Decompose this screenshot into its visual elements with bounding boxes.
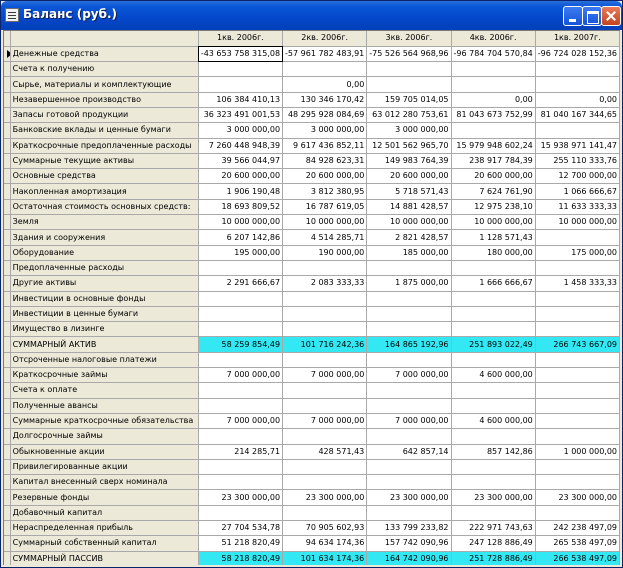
value-cell[interactable]: 23 300 000,00 <box>535 490 619 505</box>
row-indicator[interactable] <box>4 322 10 337</box>
value-cell[interactable]: 106 384 410,13 <box>198 92 282 107</box>
value-cell[interactable] <box>535 368 619 383</box>
row-label: Суммарные краткосрочные обязательства <box>10 413 198 428</box>
row-indicator[interactable] <box>4 153 10 168</box>
column-header[interactable]: 1кв. 2006г. <box>198 31 282 46</box>
value-cell[interactable] <box>535 77 619 92</box>
value-cell[interactable]: 51 218 820,49 <box>198 536 282 551</box>
value-cell[interactable] <box>535 123 619 138</box>
row-label: Суммарные текущие активы <box>10 153 198 168</box>
value-cell[interactable] <box>451 123 535 138</box>
value-cell[interactable]: 3 812 380,95 <box>283 184 367 199</box>
value-cell[interactable] <box>451 322 535 337</box>
table-row[interactable] <box>4 153 620 168</box>
value-cell[interactable]: 94 634 174,36 <box>283 536 367 551</box>
value-cell[interactable]: 1 875 000,00 <box>367 276 451 291</box>
value-cell[interactable]: 238 917 784,39 <box>451 153 535 168</box>
value-cell[interactable] <box>451 291 535 306</box>
table-row[interactable] <box>4 245 620 260</box>
value-cell[interactable]: 3 000 000,00 <box>283 123 367 138</box>
value-cell[interactable]: 266 538 497,09 <box>535 551 619 565</box>
value-cell[interactable] <box>535 429 619 444</box>
value-cell[interactable]: 164 865 192,96 <box>367 337 451 352</box>
table-row[interactable] <box>4 490 620 505</box>
value-cell[interactable] <box>367 505 451 520</box>
value-cell[interactable]: 195 000,00 <box>198 245 282 260</box>
table-row[interactable] <box>4 383 620 398</box>
value-cell[interactable]: 11 633 333,33 <box>535 199 619 214</box>
value-cell[interactable]: 1 458 333,33 <box>535 276 619 291</box>
value-cell[interactable] <box>367 383 451 398</box>
row-label: Долгосрочные займы <box>10 429 198 444</box>
value-cell[interactable]: 1 666 666,67 <box>451 276 535 291</box>
value-cell[interactable]: 2 083 333,33 <box>283 276 367 291</box>
value-cell[interactable]: 159 705 014,05 <box>367 92 451 107</box>
value-cell[interactable] <box>367 62 451 77</box>
value-cell[interactable] <box>535 260 619 275</box>
row-indicator[interactable] <box>4 276 10 291</box>
row-indicator[interactable] <box>4 383 10 398</box>
table-row[interactable] <box>4 46 620 61</box>
value-cell[interactable]: 5 718 571,43 <box>367 184 451 199</box>
value-cell[interactable] <box>451 383 535 398</box>
row-label: Краткосрочные займы <box>10 368 198 383</box>
close-button[interactable] <box>601 6 621 26</box>
row-indicator[interactable] <box>4 291 10 306</box>
value-cell[interactable] <box>535 352 619 367</box>
row-label: Капитал внесенный сверх номинала <box>10 475 198 490</box>
row-label: Счета к получению <box>10 62 198 77</box>
value-cell[interactable]: 23 300 000,00 <box>451 490 535 505</box>
value-cell[interactable] <box>198 429 282 444</box>
value-cell[interactable] <box>451 398 535 413</box>
row-indicator[interactable] <box>4 490 10 505</box>
value-cell[interactable]: 4 600 000,00 <box>451 368 535 383</box>
value-cell[interactable]: 7 000 000,00 <box>283 413 367 428</box>
value-cell[interactable]: 20 600 000,00 <box>198 169 282 184</box>
value-cell[interactable] <box>535 383 619 398</box>
row-label: СУММАРНЫЙ ПАССИВ <box>10 551 198 565</box>
row-label: СУММАРНЫЙ АКТИВ <box>10 337 198 352</box>
balance-grid <box>3 30 620 565</box>
row-label: Нераспределенная прибыль <box>10 521 198 536</box>
row-indicator[interactable] <box>4 505 10 520</box>
row-indicator[interactable] <box>4 429 10 444</box>
value-cell[interactable] <box>283 505 367 520</box>
table-row[interactable] <box>4 230 620 245</box>
header-row <box>4 31 620 46</box>
value-cell[interactable] <box>198 62 282 77</box>
value-cell[interactable] <box>367 77 451 92</box>
value-cell[interactable]: 222 971 743,63 <box>451 521 535 536</box>
row-label: Инвестиции в ценные бумаги <box>10 306 198 321</box>
row-indicator[interactable] <box>4 260 10 275</box>
row-indicator[interactable] <box>4 245 10 260</box>
value-cell[interactable] <box>535 306 619 321</box>
value-cell[interactable] <box>367 429 451 444</box>
row-label: Полученные авансы <box>10 398 198 413</box>
value-cell[interactable] <box>367 352 451 367</box>
row-indicator[interactable] <box>4 459 10 474</box>
value-cell[interactable]: 175 000,00 <box>535 245 619 260</box>
row-indicator[interactable] <box>4 368 10 383</box>
column-header[interactable]: 4кв. 2006г. <box>451 31 535 46</box>
value-cell[interactable]: -43 653 758 315,08 <box>198 46 282 61</box>
row-label: Суммарный собственный капитал <box>10 536 198 551</box>
value-cell[interactable]: 7 000 000,00 <box>283 368 367 383</box>
value-cell[interactable] <box>283 62 367 77</box>
row-label: Незавершенное производство <box>10 92 198 107</box>
value-cell[interactable] <box>283 383 367 398</box>
row-indicator[interactable] <box>4 123 10 138</box>
row-indicator[interactable] <box>4 398 10 413</box>
row-indicator[interactable] <box>4 77 10 92</box>
value-cell[interactable]: 20 600 000,00 <box>283 169 367 184</box>
table-row[interactable] <box>4 62 620 77</box>
value-cell[interactable] <box>367 322 451 337</box>
maximize-button[interactable] <box>582 6 602 26</box>
table-row[interactable] <box>4 276 620 291</box>
value-cell[interactable]: 20 600 000,00 <box>367 169 451 184</box>
value-cell[interactable]: 857 142,86 <box>451 444 535 459</box>
table-row[interactable] <box>4 184 620 199</box>
value-cell[interactable]: 7 624 761,90 <box>451 184 535 199</box>
value-cell[interactable]: -96 784 704 570,84 <box>451 46 535 61</box>
value-cell[interactable]: 214 285,71 <box>198 444 282 459</box>
value-cell[interactable]: 63 012 280 753,61 <box>367 107 451 122</box>
row-indicator[interactable] <box>4 169 10 184</box>
value-cell[interactable]: 101 634 174,36 <box>283 551 367 565</box>
value-cell[interactable] <box>535 459 619 474</box>
value-cell[interactable]: 9 617 436 852,11 <box>283 138 367 153</box>
row-indicator[interactable] <box>4 413 10 428</box>
table-row[interactable] <box>4 337 620 352</box>
value-cell[interactable]: 242 238 497,09 <box>535 521 619 536</box>
value-cell[interactable]: -57 961 782 483,91 <box>283 46 367 61</box>
column-header[interactable]: 3кв. 2006г. <box>367 31 451 46</box>
value-cell[interactable]: 36 323 491 001,53 <box>198 107 282 122</box>
value-cell[interactable] <box>198 505 282 520</box>
value-cell[interactable] <box>451 77 535 92</box>
table-row[interactable] <box>4 398 620 413</box>
table-row[interactable] <box>4 429 620 444</box>
value-cell[interactable] <box>198 459 282 474</box>
table-row[interactable] <box>4 368 620 383</box>
row-label: Основные средства <box>10 169 198 184</box>
row-label: Денежные средства <box>10 46 198 61</box>
value-cell[interactable] <box>283 459 367 474</box>
value-cell[interactable]: 1 906 190,48 <box>198 184 282 199</box>
app-icon <box>5 8 19 22</box>
value-cell[interactable] <box>198 306 282 321</box>
value-cell[interactable]: 7 000 000,00 <box>367 413 451 428</box>
value-cell[interactable]: 70 905 602,93 <box>283 521 367 536</box>
table-row[interactable] <box>4 215 620 230</box>
table-row[interactable] <box>4 123 620 138</box>
value-cell[interactable]: 58 259 854,49 <box>198 337 282 352</box>
value-cell[interactable] <box>451 260 535 275</box>
value-cell[interactable] <box>198 475 282 490</box>
value-cell[interactable] <box>367 306 451 321</box>
value-cell[interactable] <box>451 62 535 77</box>
current-row-pointer-icon <box>7 50 10 58</box>
value-cell[interactable] <box>198 352 282 367</box>
table-row[interactable] <box>4 322 620 337</box>
value-cell[interactable]: 12 700 000,00 <box>535 169 619 184</box>
value-cell[interactable] <box>283 398 367 413</box>
table-row[interactable] <box>4 521 620 536</box>
value-cell[interactable]: 180 000,00 <box>451 245 535 260</box>
value-cell[interactable] <box>367 260 451 275</box>
table-row[interactable] <box>4 306 620 321</box>
table-row[interactable] <box>4 505 620 520</box>
value-cell[interactable]: 133 799 233,82 <box>367 521 451 536</box>
value-cell[interactable] <box>535 230 619 245</box>
row-indicator[interactable] <box>4 306 10 321</box>
value-cell[interactable] <box>283 475 367 490</box>
value-cell[interactable] <box>283 429 367 444</box>
value-cell[interactable] <box>535 291 619 306</box>
value-cell[interactable]: 81 043 673 752,99 <box>451 107 535 122</box>
table-row[interactable] <box>4 169 620 184</box>
value-cell[interactable]: 428 571,43 <box>283 444 367 459</box>
value-cell[interactable] <box>451 306 535 321</box>
row-label: Земля <box>10 215 198 230</box>
value-cell[interactable]: 84 928 623,31 <box>283 153 367 168</box>
value-cell[interactable]: 101 716 242,36 <box>283 337 367 352</box>
row-label: Добавочный капитал <box>10 505 198 520</box>
title-bar[interactable] <box>1 1 622 30</box>
value-cell[interactable]: 190 000,00 <box>283 245 367 260</box>
value-cell[interactable] <box>283 291 367 306</box>
row-label: Банковские вклады и ценные бумаги <box>10 123 198 138</box>
value-cell[interactable]: 6 207 142,86 <box>198 230 282 245</box>
value-cell[interactable]: 7 000 000,00 <box>198 368 282 383</box>
value-cell[interactable]: 251 893 022,49 <box>451 337 535 352</box>
value-cell[interactable]: 15 979 948 602,24 <box>451 138 535 153</box>
value-cell[interactable]: 7 000 000,00 <box>367 368 451 383</box>
table-row[interactable] <box>4 551 620 565</box>
row-indicator[interactable] <box>4 521 10 536</box>
row-indicator[interactable] <box>4 138 10 153</box>
row-indicator[interactable] <box>4 551 10 565</box>
value-cell[interactable]: 149 983 764,39 <box>367 153 451 168</box>
row-label: Счета к оплате <box>10 383 198 398</box>
balance-table <box>4 31 620 565</box>
value-cell[interactable]: 265 538 497,09 <box>535 536 619 551</box>
value-cell[interactable]: 10 000 000,00 <box>451 215 535 230</box>
value-cell[interactable]: 14 881 428,57 <box>367 199 451 214</box>
value-cell[interactable] <box>451 505 535 520</box>
table-row[interactable] <box>4 536 620 551</box>
table-row[interactable] <box>4 107 620 122</box>
row-label: Запасы готовой продукции <box>10 107 198 122</box>
value-cell[interactable] <box>535 505 619 520</box>
value-cell[interactable]: 39 566 044,97 <box>198 153 282 168</box>
value-cell[interactable]: 18 693 809,52 <box>198 199 282 214</box>
value-cell[interactable]: 164 742 090,96 <box>367 551 451 565</box>
value-cell[interactable] <box>535 475 619 490</box>
value-cell[interactable]: 7 260 448 948,39 <box>198 138 282 153</box>
value-cell[interactable]: 247 128 886,49 <box>451 536 535 551</box>
value-cell[interactable]: 0,00 <box>283 77 367 92</box>
table-row[interactable] <box>4 413 620 428</box>
value-cell[interactable]: 2 291 666,67 <box>198 276 282 291</box>
value-cell[interactable]: 15 938 971 141,47 <box>535 138 619 153</box>
value-cell[interactable] <box>451 475 535 490</box>
value-cell[interactable]: 1 128 571,43 <box>451 230 535 245</box>
row-indicator[interactable] <box>4 475 10 490</box>
value-cell[interactable] <box>198 383 282 398</box>
row-indicator[interactable] <box>4 215 10 230</box>
value-cell[interactable] <box>198 77 282 92</box>
row-label: Отсроченные налоговые платежи <box>10 352 198 367</box>
value-cell[interactable]: 81 040 167 344,65 <box>535 107 619 122</box>
value-cell[interactable] <box>198 322 282 337</box>
value-cell[interactable]: 10 000 000,00 <box>367 215 451 230</box>
value-cell[interactable]: 23 300 000,00 <box>367 490 451 505</box>
value-cell[interactable] <box>451 459 535 474</box>
table-row[interactable] <box>4 444 620 459</box>
value-cell[interactable]: 1 066 666,67 <box>535 184 619 199</box>
value-cell[interactable]: 3 000 000,00 <box>198 123 282 138</box>
row-label: Резервные фонды <box>10 490 198 505</box>
value-cell[interactable]: 185 000,00 <box>367 245 451 260</box>
value-cell[interactable]: 10 000 000,00 <box>535 215 619 230</box>
row-indicator[interactable] <box>4 444 10 459</box>
value-cell[interactable]: 157 742 090,96 <box>367 536 451 551</box>
table-row[interactable] <box>4 92 620 107</box>
row-label: Имущество в лизинге <box>10 322 198 337</box>
table-row[interactable] <box>4 199 620 214</box>
value-cell[interactable]: 7 000 000,00 <box>198 413 282 428</box>
value-cell[interactable] <box>283 322 367 337</box>
value-cell[interactable] <box>451 352 535 367</box>
column-header[interactable]: 2кв. 2006г. <box>283 31 367 46</box>
value-cell[interactable] <box>198 398 282 413</box>
value-cell[interactable]: 23 300 000,00 <box>198 490 282 505</box>
value-cell[interactable] <box>283 352 367 367</box>
table-row[interactable] <box>4 459 620 474</box>
value-cell[interactable]: 251 728 886,49 <box>451 551 535 565</box>
value-cell[interactable] <box>535 398 619 413</box>
row-label: Краткосрочные предоплаченные расходы <box>10 138 198 153</box>
value-cell[interactable]: 27 704 534,78 <box>198 521 282 536</box>
row-indicator[interactable] <box>4 107 10 122</box>
value-cell[interactable] <box>198 291 282 306</box>
table-row[interactable] <box>4 291 620 306</box>
value-cell[interactable]: -75 526 564 968,96 <box>367 46 451 61</box>
value-cell[interactable]: 642 857,14 <box>367 444 451 459</box>
row-header-column <box>10 31 198 46</box>
row-indicator[interactable] <box>4 199 10 214</box>
window-title: Баланс (руб.) <box>23 7 118 21</box>
value-cell[interactable]: 0,00 <box>451 92 535 107</box>
value-cell[interactable]: 266 743 667,09 <box>535 337 619 352</box>
value-cell[interactable]: 10 000 000,00 <box>283 215 367 230</box>
value-cell[interactable]: 23 300 000,00 <box>283 490 367 505</box>
row-indicator[interactable] <box>4 352 10 367</box>
value-cell[interactable]: 48 295 928 084,69 <box>283 107 367 122</box>
row-label: Сырье, материалы и комплектующие <box>10 77 198 92</box>
value-cell[interactable]: 1 000 000,00 <box>535 444 619 459</box>
column-header[interactable]: 1кв. 2007г. <box>535 31 619 46</box>
value-cell[interactable] <box>367 398 451 413</box>
value-cell[interactable] <box>451 429 535 444</box>
value-cell[interactable] <box>367 291 451 306</box>
value-cell[interactable] <box>367 475 451 490</box>
value-cell[interactable]: 10 000 000,00 <box>198 215 282 230</box>
row-label: Привилегированные акции <box>10 459 198 474</box>
value-cell[interactable]: 3 000 000,00 <box>367 123 451 138</box>
table-row[interactable] <box>4 77 620 92</box>
value-cell[interactable]: 12 501 562 965,70 <box>367 138 451 153</box>
row-indicator[interactable] <box>4 337 10 352</box>
value-cell[interactable] <box>283 260 367 275</box>
value-cell[interactable]: -96 724 028 152,36 <box>535 46 619 61</box>
value-cell[interactable] <box>535 322 619 337</box>
table-row[interactable] <box>4 352 620 367</box>
row-indicator[interactable] <box>4 184 10 199</box>
row-label: Обыкновенные акции <box>10 444 198 459</box>
value-cell[interactable] <box>198 260 282 275</box>
value-cell[interactable]: 4 600 000,00 <box>451 413 535 428</box>
value-cell[interactable] <box>535 62 619 77</box>
table-body <box>4 46 620 565</box>
row-indicator[interactable] <box>4 62 10 77</box>
value-cell[interactable]: 4 514 285,71 <box>283 230 367 245</box>
row-label: Предоплаченные расходы <box>10 260 198 275</box>
value-cell[interactable]: 16 787 619,05 <box>283 199 367 214</box>
row-label: Остаточная стоимость основных средств: <box>10 199 198 214</box>
value-cell[interactable] <box>283 306 367 321</box>
value-cell[interactable]: 130 346 170,42 <box>283 92 367 107</box>
table-row[interactable] <box>4 138 620 153</box>
value-cell[interactable]: 0,00 <box>535 92 619 107</box>
table-row[interactable] <box>4 260 620 275</box>
value-cell[interactable]: 12 975 238,10 <box>451 199 535 214</box>
row-indicator[interactable] <box>4 230 10 245</box>
row-indicator[interactable] <box>4 92 10 107</box>
row-label: Оборудование <box>10 245 198 260</box>
row-label: Здания и сооружения <box>10 230 198 245</box>
value-cell[interactable] <box>367 459 451 474</box>
row-label: Накопленная амортизация <box>10 184 198 199</box>
value-cell[interactable]: 20 600 000,00 <box>451 169 535 184</box>
row-indicator[interactable] <box>4 46 10 61</box>
value-cell[interactable]: 255 110 333,76 <box>535 153 619 168</box>
row-indicator[interactable] <box>4 536 10 551</box>
row-label: Инвестиции в основные фонды <box>10 291 198 306</box>
value-cell[interactable] <box>535 413 619 428</box>
table-row[interactable] <box>4 475 620 490</box>
value-cell[interactable]: 2 821 428,57 <box>367 230 451 245</box>
row-label: Другие активы <box>10 276 198 291</box>
minimize-button[interactable] <box>563 6 583 26</box>
value-cell[interactable]: 58 218 820,49 <box>198 551 282 565</box>
